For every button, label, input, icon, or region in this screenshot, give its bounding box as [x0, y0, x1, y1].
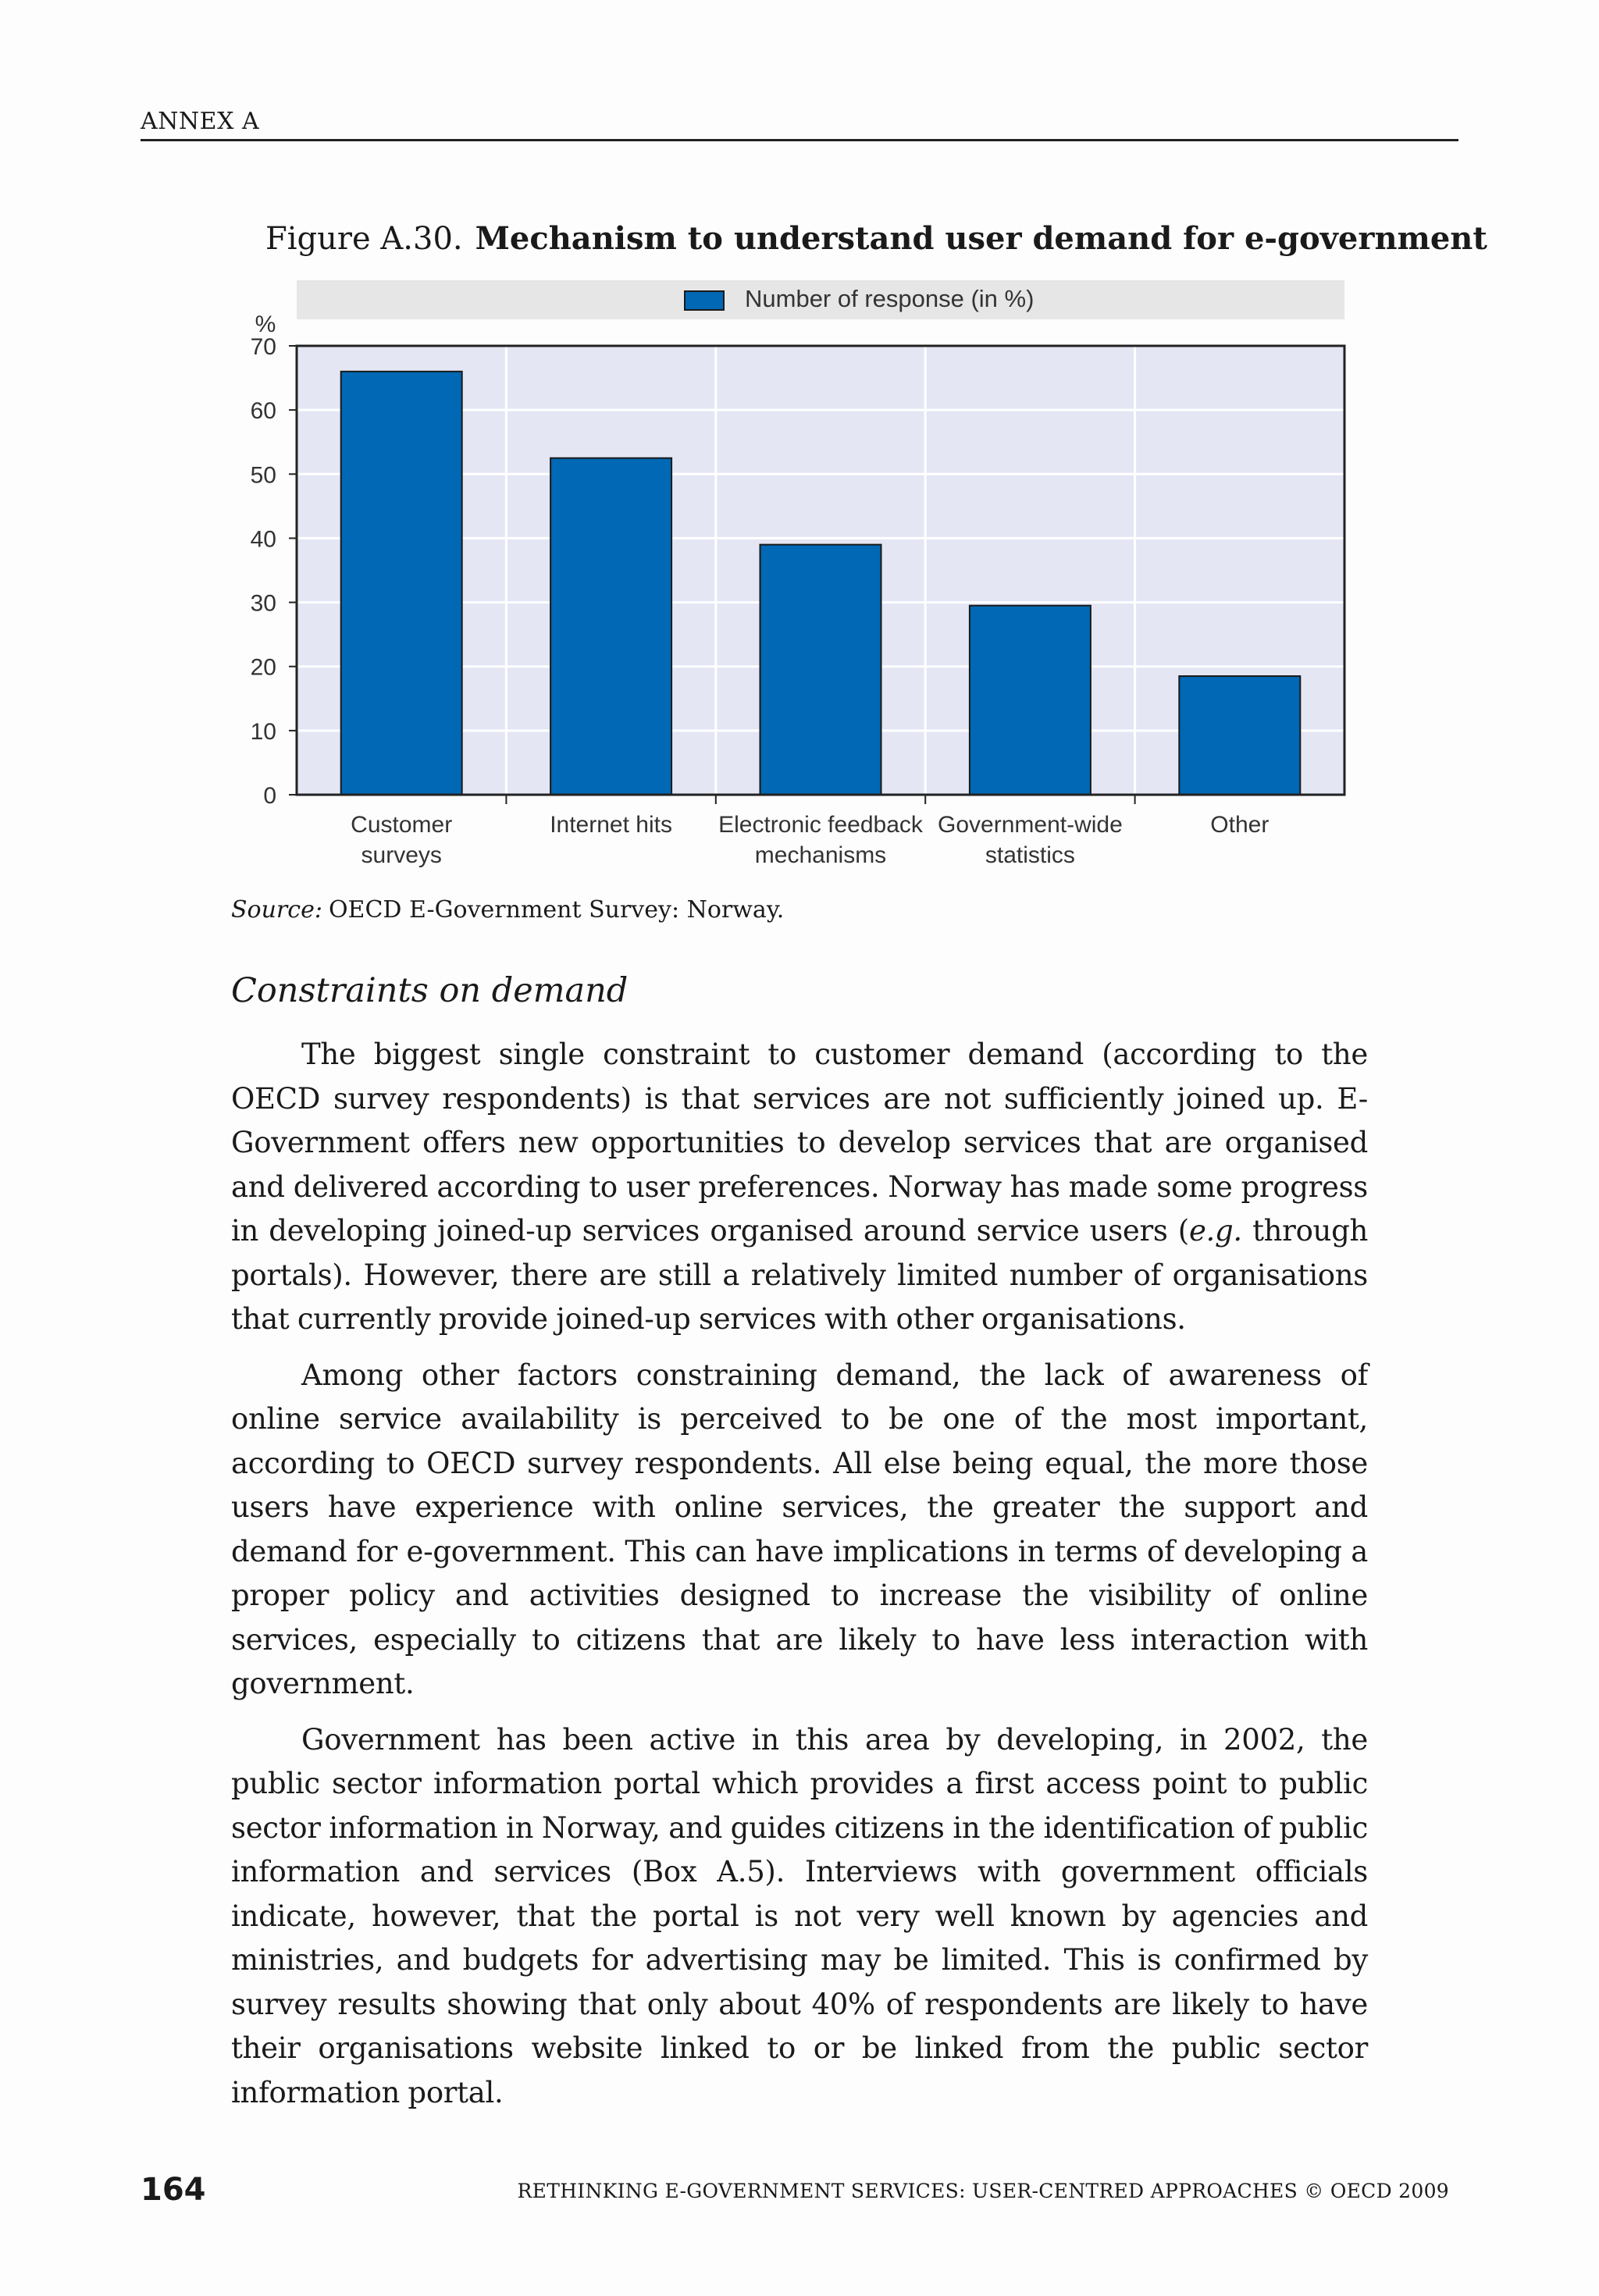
- figure-number: Figure A.30.: [265, 221, 463, 257]
- x-tick-label: Customer: [351, 812, 453, 838]
- x-tick-label: Internet hits: [550, 812, 672, 838]
- figure-source: [231, 896, 784, 924]
- bar: [550, 458, 671, 795]
- y-tick-label: 60: [250, 398, 276, 425]
- running-head: ANNEX A: [141, 108, 260, 135]
- y-axis-unit: %: [255, 311, 276, 337]
- paragraph-3: Government has been active in this area by developing, in 2002, the public sector information portal which provides a first access point to public sector information in Norway, and guides citizens in the identification of public information and services (Box A.5). Interviews with government officials indicate, however, that the portal is not very well known by agencies and ministries, and budgets for advertising may be limited. This is confirmed by survey results showing that only about 40% of respondents are likely to have their organisations website linked to or be linked from the public sector information portal.: [231, 1722, 1368, 2109]
- paragraph-1-end: through portals). However, there are still a relatively limited number of organisations that currently provide joined-up services with other organisations.: [231, 1214, 1368, 1336]
- y-tick-label: 10: [250, 718, 276, 745]
- legend-swatch: [685, 291, 724, 310]
- x-tick-label: mechanisms: [754, 842, 887, 868]
- paragraph-2: Among other factors constraining demand, the lack of awareness of online service availability is perceived to be one of the most important, according to OECD survey respondents. All else being equal, the more those users have experience with online services, the greater the support and demand for e-government. This can have implications in terms of developing a proper policy and activities designed to increase the visibility of online services, especially to citizens that are likely to have less interaction with government.: [231, 1358, 1368, 1700]
- page-number: 164: [141, 2172, 206, 2208]
- paragraph-1: [231, 1033, 1368, 1342]
- paragraph-1-text: The biggest single constraint to customer demand (according to the OECD survey respondents) is that services are not sufficiently joined up. E-Government offers new opportunities to develop services that are organised and delivered according to user preferences. Norway has made some progress in developing joined-up services organised around service users (: [231, 1038, 1368, 1248]
- bar: [760, 545, 881, 795]
- source-label: Source:: [231, 896, 322, 924]
- y-tick-label: 70: [250, 334, 276, 360]
- x-tick-label: Government-wide: [938, 812, 1123, 838]
- x-tick-label: statistics: [985, 842, 1075, 868]
- y-tick-label: 50: [250, 462, 276, 489]
- bar-chart: [0, 0, 1599, 882]
- bar: [1179, 676, 1300, 795]
- x-axis: [351, 795, 1269, 868]
- y-tick-label: 40: [250, 526, 276, 553]
- x-tick-label: Electronic feedback: [718, 812, 923, 838]
- x-tick-label: Other: [1210, 812, 1270, 838]
- source-text: OECD E-Government Survey: Norway.: [328, 896, 785, 924]
- section-heading: Constraints on demand: [231, 971, 629, 1010]
- y-tick-label: 30: [250, 590, 276, 617]
- x-tick-label: surveys: [361, 842, 442, 868]
- y-tick-label: 20: [250, 654, 276, 681]
- legend-label: Number of response (in %): [745, 285, 1035, 312]
- paragraph-1-emphasis: e.g.: [1188, 1214, 1242, 1248]
- body-text: [231, 1033, 1368, 2127]
- bar: [341, 372, 462, 795]
- footer-text: RETHINKING E-GOVERNMENT SERVICES: USER-CENTRED APPROACHES © OECD 2009: [517, 2180, 1449, 2202]
- y-axis: [251, 334, 297, 809]
- figure-title-text: Mechanism to understand user demand for e-government: [475, 220, 1487, 257]
- bar: [970, 606, 1091, 795]
- y-tick-label: 0: [263, 783, 276, 809]
